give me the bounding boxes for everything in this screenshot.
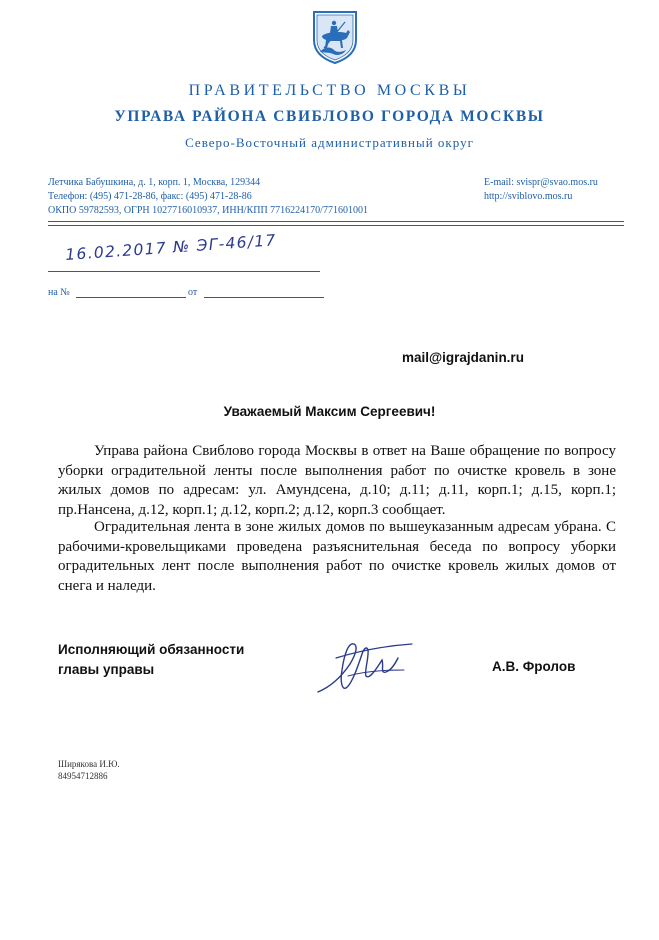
- address-block: [48, 176, 368, 218]
- header-divider: [48, 221, 624, 222]
- government-heading: ПРАВИТЕЛЬСТВО МОСКВЫ: [188, 82, 471, 99]
- body-paragraph-1: Управа района Свиблово города Москвы в ответ на Ваше обращение по вопросу уборки оградительной ленты после выполнения работ по очистке кровель в зоне жилых домов по адресам: ул. Амундсена, д.10; д.11; д.11, корп.1; д.15, корп.1; пр.Нансена, д.12, корп.1; д.12, корп.2; д.12, корп.3 сообщает.: [58, 443, 616, 518]
- handwritten-signature-icon: [312, 636, 422, 700]
- moscow-coat-of-arms-icon: [312, 10, 358, 64]
- incoming-number-blank: [76, 297, 186, 298]
- header-divider-thin: [48, 225, 624, 226]
- address-line: Летчика Бабушкина, д. 1, корп. 1, Москва, 129344: [48, 177, 261, 188]
- registration-line: [48, 271, 320, 272]
- email-link[interactable]: E-mail: svispr@svao.mos.ru: [484, 177, 598, 188]
- executor-name: Ширякова И.Ю.: [58, 759, 120, 769]
- contacts-block: [484, 176, 598, 204]
- registration-handwritten: 16.02.2017 № ЭГ-46/17: [64, 231, 278, 264]
- incoming-number-label: на №: [48, 287, 70, 298]
- signatory-title-line-2: главы управы: [58, 662, 155, 677]
- administration-heading: УПРАВА РАЙОНА СВИБЛОВО ГОРОДА МОСКВЫ: [114, 108, 545, 125]
- addressee: mail@igrajdanin.ru: [402, 350, 524, 365]
- signatory-title: [58, 640, 244, 680]
- incoming-date-label: от: [188, 287, 198, 298]
- signatory-name: А.В. Фролов: [492, 659, 576, 674]
- body-paragraph-2: Оградительная лента в зоне жилых домов по вышеуказанным адресам убрана. С рабочими-кровельщиками проведена разъяснительная беседа по вопросу уборки оградительных лент после выполнения работ по очистке кровель жилых домов от снега и наледи.: [58, 519, 616, 594]
- salutation: Уважаемый Максим Сергеевич!: [223, 404, 436, 419]
- executor-phone: 84954712886: [58, 771, 108, 781]
- signatory-title-line-1: Исполняющий обязанности: [58, 642, 245, 657]
- phone-line: Телефон: (495) 471-28-86, факс: (495) 471-28-86: [48, 191, 252, 202]
- registry-codes-line: ОКПО 59782593, ОГРН 1027716010937, ИНН/КПП 7716224170/771601001: [48, 205, 368, 216]
- incoming-date-blank: [204, 297, 324, 298]
- executor-block: [58, 758, 120, 782]
- district-heading: Северо-Восточный административный округ: [185, 135, 474, 150]
- website-link[interactable]: http://sviblovo.mos.ru: [484, 191, 573, 202]
